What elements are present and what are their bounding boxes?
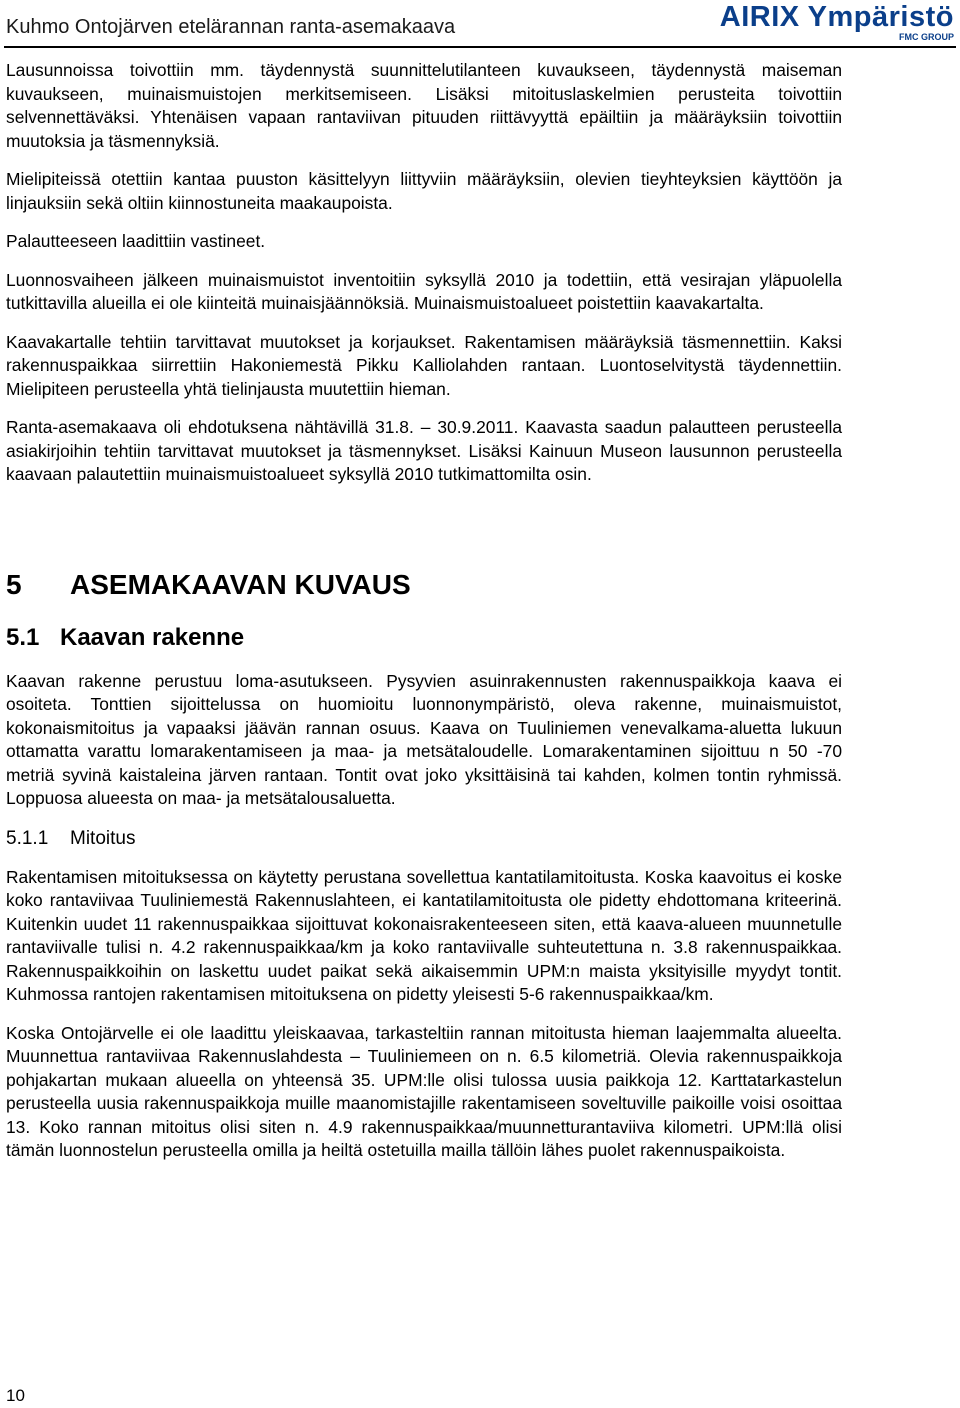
paragraph: Koska Ontojärvelle ei ole laadittu yleiskaavaa, tarkasteltiin rannan mitoitusta hieman laajemmalta alueelta. Muunnettua rantaviivaa Rakennuslahdesta – Tuuliniemeen on n. 6.5 kilometriä. Olevia rakennuspaikkoja pohjakartan mukaan alueella on yhteensä 35. UPM:lle olisi tulossa uusia paikkoja 12. Karttatarkastelun perusteella uusia rakennuspaikkoja muille maanomistajille rakentamiseen soveltuville paikoille voisi osoittaa 13. Koko rannan mitoitus olisi siten n. 4.9 rakennuspaikkaa/muunnetturantaviiva kilometri. UPM:llä olisi tämän luonnostelun perusteella omilla ja heiltä ostetuilla mailla tällöin lähes puolet rakennuspaikoista. [6, 1022, 842, 1160]
section-number: 5 [6, 568, 22, 600]
section-number: 5.1.1 [6, 827, 49, 849]
paragraph: Kaavan rakenne perustuu loma-asutukseen. Pysyvien asuinrakennusten rakennuspaikkoja kaava ei osoiteta. Tonttien sijoittelussa on huomioitu luonnonympäristö, oleva rakenne, muinaismuistot, kokonaismitoitus ja vapaaksi jäävän rannan osuus. Kaava on Tuuliniemen venevalkama-aluetta lukuun ottamatta varattu lomarakentamiseen ja maa- ja metsätaloudelle. Lomarakentaminen sijoittuu n 50 -70 metriä syvinä kaistaleina järven rantaan. Tontit ovat joko yksittäisinä tai kahden, kolmen tontin ryhmissä. Loppuosa alueesta on maa- ja metsätalousaluetta. [6, 670, 842, 808]
paragraph: Mielipiteissä otettiin kantaa puuston käsittelyyn liittyviin määräyksiin, olevien tieyhteyksien käyttöön ja linjauksiin sekä oltiin kiinnostuneita maakaupoista. [6, 169, 842, 213]
paragraph: Ranta-asemakaava oli ehdotuksena nähtävillä 31.8. – 30.9.2011. Kaavasta saadun palautteen perusteella asiakirjoihin tehtiin tarvittavat muutokset ja täsmennykset. Lisäksi Kainuun Museon lausunnon perusteella kaavaan palautettiin muinaismuistoalueet syksyllä 2010 tutkimattomilta osin. [6, 417, 842, 484]
logo-subtitle: FMC GROUP [899, 32, 954, 42]
section-title: Kaavan rakenne [60, 623, 245, 651]
page-header [0, 0, 960, 52]
paragraph: Luonnosvaiheen jälkeen muinaismuistot inventoitiin syksyllä 2010 ja todettiin, että vesirajan yläpuolella tutkittavilla alueilla ei ole kiinteitä muinaisjäännöksiä. Muinaismuistoalueet poistettiin kaavakartalta. [6, 269, 842, 313]
document-title: Kuhmo Ontojärven etelärannan ranta-asemakaava [6, 16, 456, 38]
section-number: 5.1 [6, 623, 40, 651]
section-heading-5 [6, 568, 842, 602]
paragraph: Kaavakartalle tehtiin tarvittavat muutokset ja korjaukset. Rakentamisen määräyksiä täsmennettiin. Kaksi rakennuspaikkaa siirrettiin Hakoniemestä Pikku Kalliolahden rantaan. Luontoselvitystä täydennettiin. Mielipiteen perusteella yhtä tielinjausta muutettiin hieman. [6, 331, 842, 399]
header-rule [4, 46, 956, 48]
page-number: 10 [6, 1386, 25, 1405]
paragraph: Rakentamisen mitoituksessa on käytetty perustana sovellettua kantatilamitoitusta. Koska kaavoitus ei koske koko rantaviivaa Tuuliniemestä Rakennuslahteen, ei kantatilamitoitusta ole pidetty ehdottomana kriteerinä. Kuitenkin uudet 11 rakennuspaikkaa sijoittuvat kokonaisrakenteeseen siten, että kaava-alueen muunnetulle rantaviivalle tulisi n. 4.2 rakennuspaikkaa/km ja koko rantaviivalle suhteutettuna n. 3.8 rakennuspaikkaa. Rakennuspaikkoihin on laskettu uudet paikat sekä aikaisemmin UPM:n maista yksityisille myydyt tontit. Kuhmossa rantojen rakentamisen mitoituksena on pidetty yleisesti 5-6 rakennuspaikkaa/km. [6, 866, 842, 1004]
section-heading-5-1 [6, 623, 842, 653]
section-title: Mitoitus [70, 827, 136, 849]
logo-wordmark: AIRIX Ympäristö [719, 1, 954, 33]
section-heading-5-1-1 [6, 826, 842, 852]
company-logo [720, 2, 954, 42]
page-content [6, 59, 842, 1178]
paragraph: Palautteeseen laadittiin vastineet. [6, 231, 266, 251]
section-title: ASEMAKAAVAN KUVAUS [70, 568, 411, 600]
paragraph: Lausunnoissa toivottiin mm. täydennystä suunnittelutilanteen kuvaukseen, täydennystä maiseman kuvaukseen, muinaismuistojen merkitsemiseen. Lisäksi mitoituslaskelmien perusteita toivottiin selvennettäväksi. Yhtenäisen vapaan rantaviivan pituuden riittävyyttä epäiltiin ja määräyksiin toivottiin muutoksia ja täsmennyksiä. [6, 60, 842, 151]
